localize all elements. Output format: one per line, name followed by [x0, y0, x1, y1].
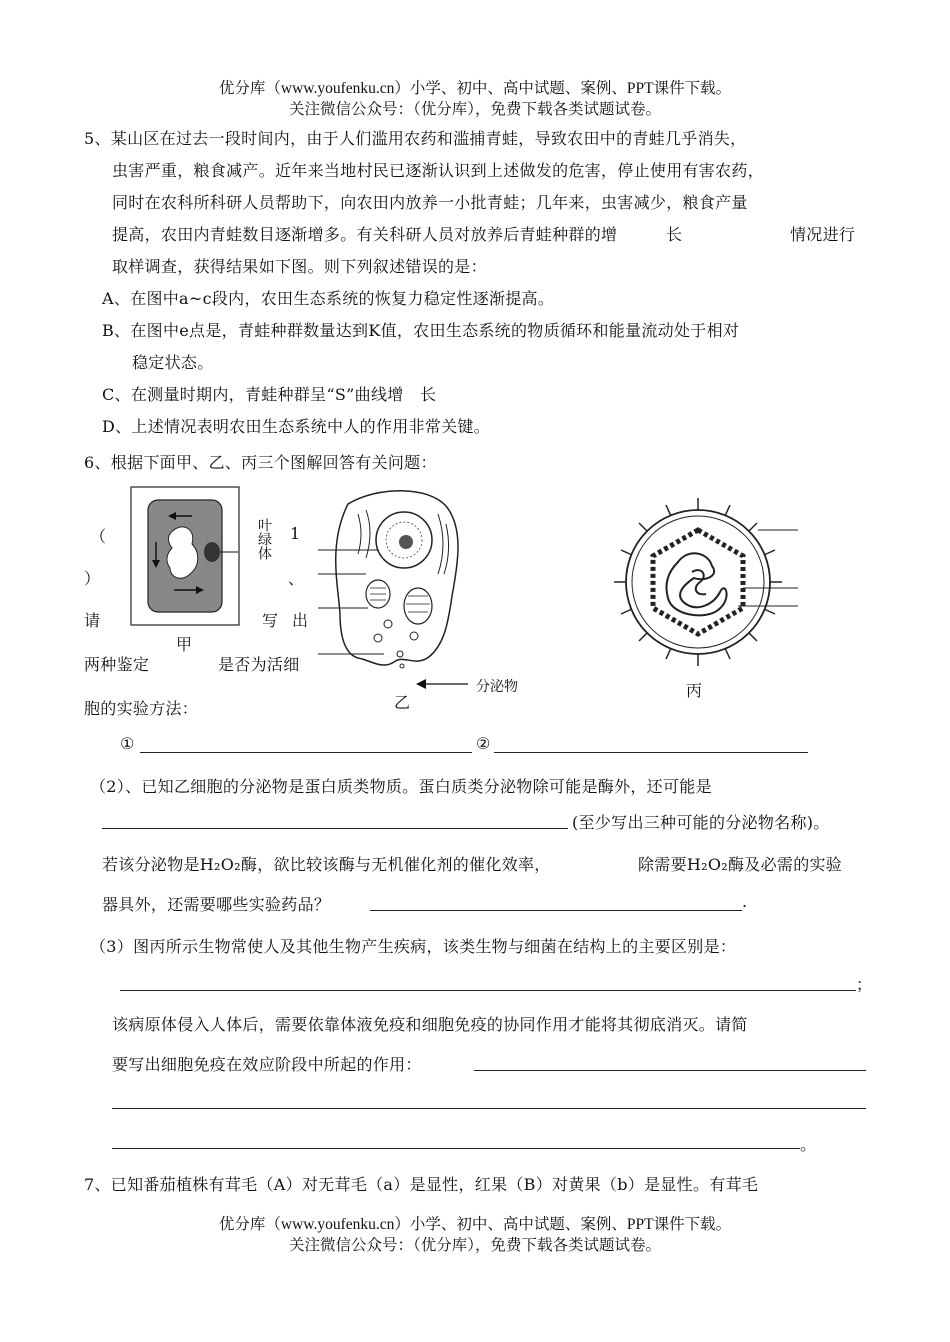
figure-yi-label: 乙 — [394, 693, 411, 712]
figure-jia-label: 甲 — [176, 635, 193, 654]
secretion-arrow-icon — [414, 676, 470, 692]
q6-p2-blank-secretions[interactable] — [102, 828, 568, 829]
q6-p1-method-b: 是否为活细 — [218, 655, 300, 674]
q6-p3-line-3: 该病原体侵入人体后，需要依靠体液免疫和细胞免疫的协同作用才能将其彻底消灭。请简 — [112, 1015, 748, 1034]
q6-p1-chu: 出 — [292, 611, 309, 630]
q5-option-d: D、上述情况表明农田生态系统中人的作用非常关键。 — [102, 417, 491, 436]
chloroplast-label: 叶绿体 — [256, 518, 272, 560]
q5-line-5: 取样调查，获得结果如下图。则下列叙述错误的是： — [112, 257, 487, 276]
q5-option-a: A、在图中a~c段内，农田生态系统的恢复力稳定性逐渐提高。 — [102, 289, 555, 308]
q6-p2-blank-reagents[interactable] — [370, 910, 742, 911]
q5-line-4-overlap: 长 — [666, 225, 683, 244]
footer-line-2: 关注微信公众号：（优分库），免费下载各类试题试卷。 — [288, 1237, 661, 1254]
q5-option-c: C、在测量时期内，青蛙种群呈“S”曲线增 — [102, 385, 404, 404]
figure-bing-label: 丙 — [686, 681, 703, 700]
secretion-label: 分泌物 — [476, 679, 518, 695]
q5-line-2: 虫害严重，粮食减产。近年来当地村民已逐渐认识到上述做发的危害，停止使用有害农药， — [112, 161, 765, 180]
q6-p3-blank-effect-1[interactable] — [474, 1070, 866, 1071]
q6-p1-method-a: 两种鉴定 — [84, 655, 150, 674]
header-line-1: 优分库（www.youfenku.cn）小学、初中、高中试题、案例、PPT课件下载。 — [218, 80, 732, 97]
q5-option-c-end: 长 — [420, 385, 437, 404]
figure-yi-animal-cell — [318, 484, 468, 680]
q6-p3-line-2-end: ； — [856, 975, 873, 994]
footer-line-1: 优分库（www.youfenku.cn）小学、初中、高中试题、案例、PPT课件下载。 — [218, 1216, 732, 1233]
q7-line-1: 7、已知番茄植株有茸毛（A）对无茸毛（a）是显性，红果（B）对黄果（b）是显性。有茸毛 — [84, 1175, 759, 1194]
q6-p1-open-paren: （ — [90, 527, 107, 546]
figure-jia-plant-cell — [130, 486, 240, 626]
q6-p1-blank-2-label: ② — [476, 734, 491, 753]
q6-p1-blank-2[interactable] — [494, 752, 808, 753]
q5-line-4: 提高，农田内青蛙数目逐渐增多。有关科研人员对放养后青蛙种群的增 — [112, 225, 618, 244]
q5-line-1: 5、某山区在过去一段时间内，由于人们滥用农药和滥捕青蛙，导致农田中的青蛙几乎消失， — [84, 129, 747, 148]
q5-line-4-end: 情况进行 — [790, 225, 856, 244]
q6-p1-xie: 写 — [262, 611, 279, 630]
q6-p1-comma: 、 — [288, 569, 305, 588]
q5-line-3: 同时在农科所科研人员帮助下，向农田内放养一小批青蛙；几年来，虫害减少，粮食产量 — [112, 193, 748, 212]
q6-p3-blank-effect-3[interactable] — [112, 1148, 800, 1149]
q6-p2-line-4-end: . — [742, 892, 748, 911]
q6-p3-line-4: 要写出细胞免疫在效应阶段中所起的作用： — [112, 1055, 422, 1074]
q6-p1-method-c: 胞的实验方法： — [84, 699, 199, 718]
q6-p1-qing: 请 — [84, 611, 101, 630]
q6-p3-line-1: （3）图丙所示生物常使人及其他生物产生疾病，该类生物与细菌在结构上的主要区别是： — [90, 937, 737, 956]
q6-p3-blank-difference[interactable] — [120, 990, 856, 991]
figure-bing-virus — [606, 494, 798, 674]
q6-p1-close-paren: ） — [84, 569, 101, 588]
q6-stem: 6、根据下面甲、乙、丙三个图解回答有关问题： — [84, 453, 437, 472]
header-line-2: 关注微信公众号：（优分库），免费下载各类试题试卷。 — [288, 101, 661, 118]
q6-p1-blank-1-label: ① — [120, 734, 135, 753]
q5-option-b-cont: 稳定状态。 — [132, 353, 214, 372]
q6-p1-blank-1[interactable] — [140, 752, 472, 753]
q6-p2-line-4: 器具外，还需要哪些实验药品？ — [102, 895, 331, 914]
q6-p2-line-3a: 若该分泌物是H₂O₂酶，欲比较该酶与无机催化剂的催化效率， — [102, 855, 551, 874]
q6-p3-blank-effect-2[interactable] — [112, 1108, 866, 1109]
q6-p3-line-6-end: 。 — [800, 1135, 817, 1154]
q6-p1-number: 1 — [290, 524, 301, 543]
q6-p2-line-2: (至少写出三种可能的分泌物名称)。 — [572, 813, 830, 832]
q5-option-b: B、在图中e点是，青蛙种群数量达到K值，农田生态系统的物质循环和能量流动处于相对 — [102, 321, 740, 340]
q6-p2-line-1: （2）、已知乙细胞的分泌物是蛋白质类物质。蛋白质类分泌物除可能是酶外，还可能是 — [90, 777, 712, 796]
q6-p2-line-3b: 除需要H₂O₂酶及必需的实验 — [638, 855, 843, 874]
